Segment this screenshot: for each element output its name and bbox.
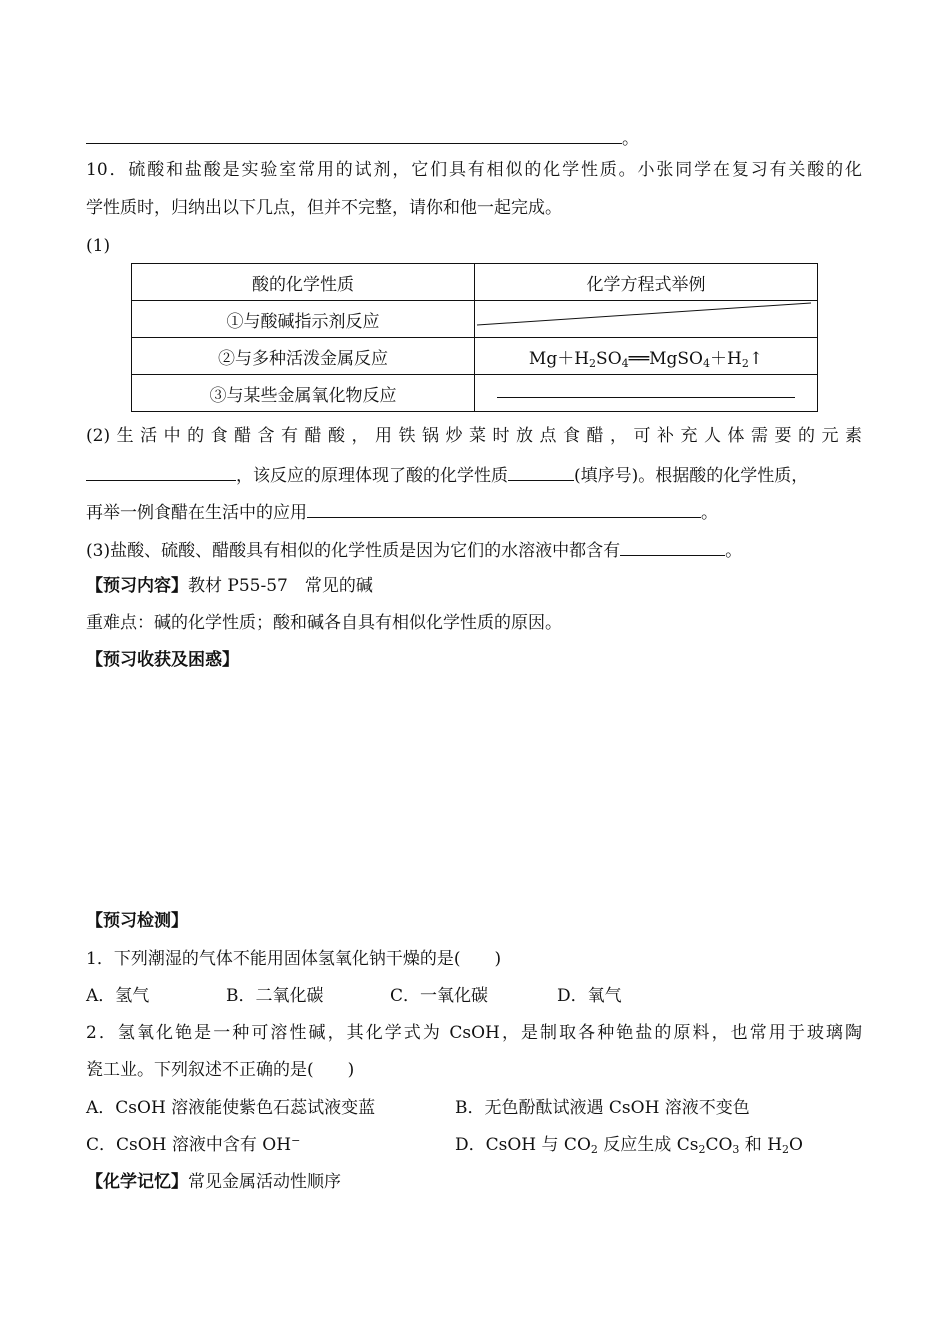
table-header-row bbox=[132, 264, 818, 301]
q2-options-cd bbox=[86, 1133, 803, 1157]
q10-part2-line2: ，该反应的原理体现了酸的化学性质 (填序号)。根据酸的化学性质， bbox=[86, 462, 808, 488]
option-d[interactable]: D．氧气 bbox=[557, 986, 622, 1006]
answer-blank[interactable] bbox=[307, 499, 701, 518]
diagonal-strike bbox=[475, 301, 817, 337]
table-row bbox=[132, 338, 818, 375]
q2-stem-line2: 瓷工业。下列叙述不正确的是( ) bbox=[86, 1060, 355, 1080]
section-heading: 【预习收获及困惑】 bbox=[86, 650, 239, 670]
answer-line-top: 。 bbox=[86, 125, 639, 151]
option-c[interactable]: C．一氧化碳 bbox=[390, 986, 489, 1006]
option-b[interactable]: B．二氧化碳 bbox=[226, 986, 324, 1006]
preview-content-line: 【预习内容】教材 P55-57 常见的碱 bbox=[86, 576, 373, 596]
q1-stem: 1．下列潮湿的气体不能用固体氢氧化钠干燥的是( ) bbox=[86, 949, 502, 969]
answer-blank[interactable] bbox=[86, 125, 622, 144]
answer-blank[interactable] bbox=[508, 462, 574, 481]
answer-blank[interactable] bbox=[620, 537, 725, 556]
key-points-line: 重难点：碱的化学性质；酸和碱各自具有相似化学性质的原因。 bbox=[86, 613, 562, 633]
q10-part2-line3: 再举一例食醋在生活中的应用 。 bbox=[86, 499, 718, 525]
option-a[interactable]: A．氢气 bbox=[86, 986, 150, 1006]
table-cell-example: $Mg+H_2SO_4══MgSO_4+H_2↑$ bbox=[475, 338, 818, 375]
option-c[interactable]: C．CsOH 溶液中含有 OH− bbox=[86, 1134, 301, 1155]
table-header: 酸的化学性质 bbox=[132, 264, 475, 301]
q10-part3: (3)盐酸、硫酸、醋酸具有相似的化学性质是因为它们的水溶液中都含有 。 bbox=[86, 537, 742, 563]
q2-options-ab bbox=[86, 1096, 750, 1120]
q2-stem-line1: 2．氢氧化铯是一种可溶性碱，其化学式为 CsOH，是制取各种铯盐的原料，也常用于玻璃陶 bbox=[86, 1023, 862, 1043]
table-row bbox=[132, 301, 818, 338]
table-header: 化学方程式举例 bbox=[475, 264, 818, 301]
q1-options bbox=[86, 984, 622, 1008]
section-heading: 【化学记忆】 bbox=[86, 1172, 188, 1192]
acid-properties-table bbox=[131, 263, 818, 412]
table-cell-example-crossed bbox=[475, 301, 818, 338]
table-cell-property: ③与某些金属氧化物反应 bbox=[132, 375, 475, 412]
option-d[interactable]: D．CsOH 与 $CO_2$ 反应生成 $Cs_2CO_3$ 和 $H_2O$ bbox=[455, 1135, 803, 1156]
section-heading: 【预习检测】 bbox=[86, 911, 188, 931]
memory-line: 【化学记忆】常见金属活动性顺序 bbox=[86, 1172, 341, 1192]
answer-blank[interactable] bbox=[497, 385, 795, 398]
q10-stem-line1: 10．硫酸和盐酸是实验室常用的试剂，它们具有相似的化学性质。小张同学在复习有关酸的化 bbox=[86, 160, 862, 180]
table-cell-property: ①与酸碱指示剂反应 bbox=[132, 301, 475, 338]
section-heading: 【预习内容】 bbox=[86, 576, 188, 596]
table-row bbox=[132, 375, 818, 412]
table-cell-property: ②与多种活泼金属反应 bbox=[132, 338, 475, 375]
q10-part2-line1: (2)生活中的食醋含有醋酸，用铁锅炒菜时放点食醋，可补充人体需要的元素 bbox=[86, 426, 862, 446]
option-a[interactable]: A．CsOH 溶液能使紫色石蕊试液变蓝 bbox=[86, 1098, 376, 1118]
answer-blank[interactable] bbox=[86, 462, 236, 481]
q10-part1-label: (1) bbox=[86, 236, 111, 256]
option-b[interactable]: B．无色酚酞试液遇 CsOH 溶液不变色 bbox=[455, 1098, 750, 1118]
q10-stem-line2: 学性质时，归纳出以下几点，但并不完整，请你和他一起完成。 bbox=[86, 198, 562, 218]
table-cell-example bbox=[475, 375, 818, 412]
